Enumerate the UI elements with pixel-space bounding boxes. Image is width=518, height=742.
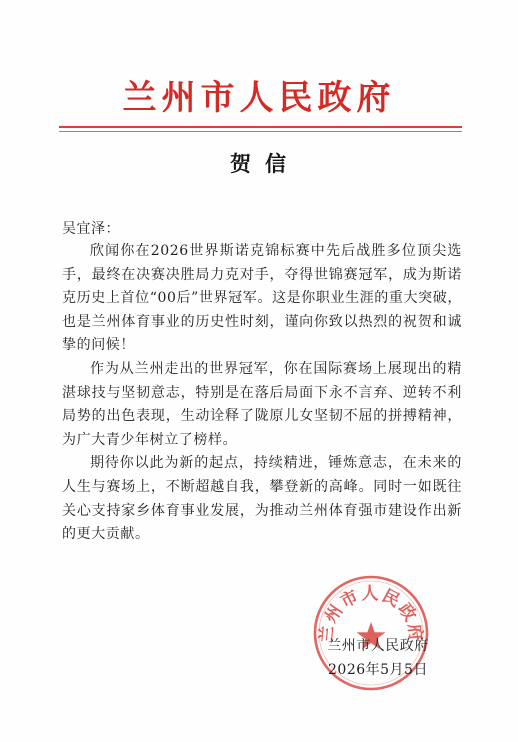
letterhead-divider-thick (59, 126, 462, 128)
salutation: 吴宜泽： (62, 221, 120, 237)
body-paragraph-2: 作为从兰州走出的世界冠军，你在国际赛场上展现出的精湛球技与坚韧意志，特别是在落后局面下永不言弃、逆转不利局势的出色表现，生动诠释了陇原儿女坚韧不屈的拼搏精神，为广大青少年树立了榜样。 (62, 360, 462, 448)
signature-block (308, 635, 448, 681)
svg-text:兰州市人民政府: 兰州市人民政府 (316, 584, 426, 644)
letterhead-divider-thin (59, 131, 462, 132)
body-paragraph-1: 欣闻你在2026世界斯诺克锦标赛中先后战胜多位顶尖选手，最终在决赛决胜局力克对手，夺得世锦赛冠军，成为斯诺克历史上首位“00后”世界冠军。这是你职业生涯的重大突破，也是兰州体育事业的历史性时刻，谨向你致以热烈的祝贺和诚挚的问候！ (62, 243, 462, 354)
letterhead-title: 兰州市人民政府 (122, 78, 396, 118)
signature-date: 2026年5月5日 (328, 662, 428, 678)
body-paragraph-3: 期待你以此为新的起点，持续精进，锤炼意志，在未来的人生与赛场上，不断超越自我，攀登新的高峰。同时一如既往关心支持家乡体育事业发展，为推动兰州体育强市建设作出新的更大贡献。 (62, 455, 462, 543)
letter-body (62, 240, 462, 547)
signatory: 兰州市人民政府 (327, 638, 429, 654)
document-title: 贺信 (230, 151, 300, 176)
